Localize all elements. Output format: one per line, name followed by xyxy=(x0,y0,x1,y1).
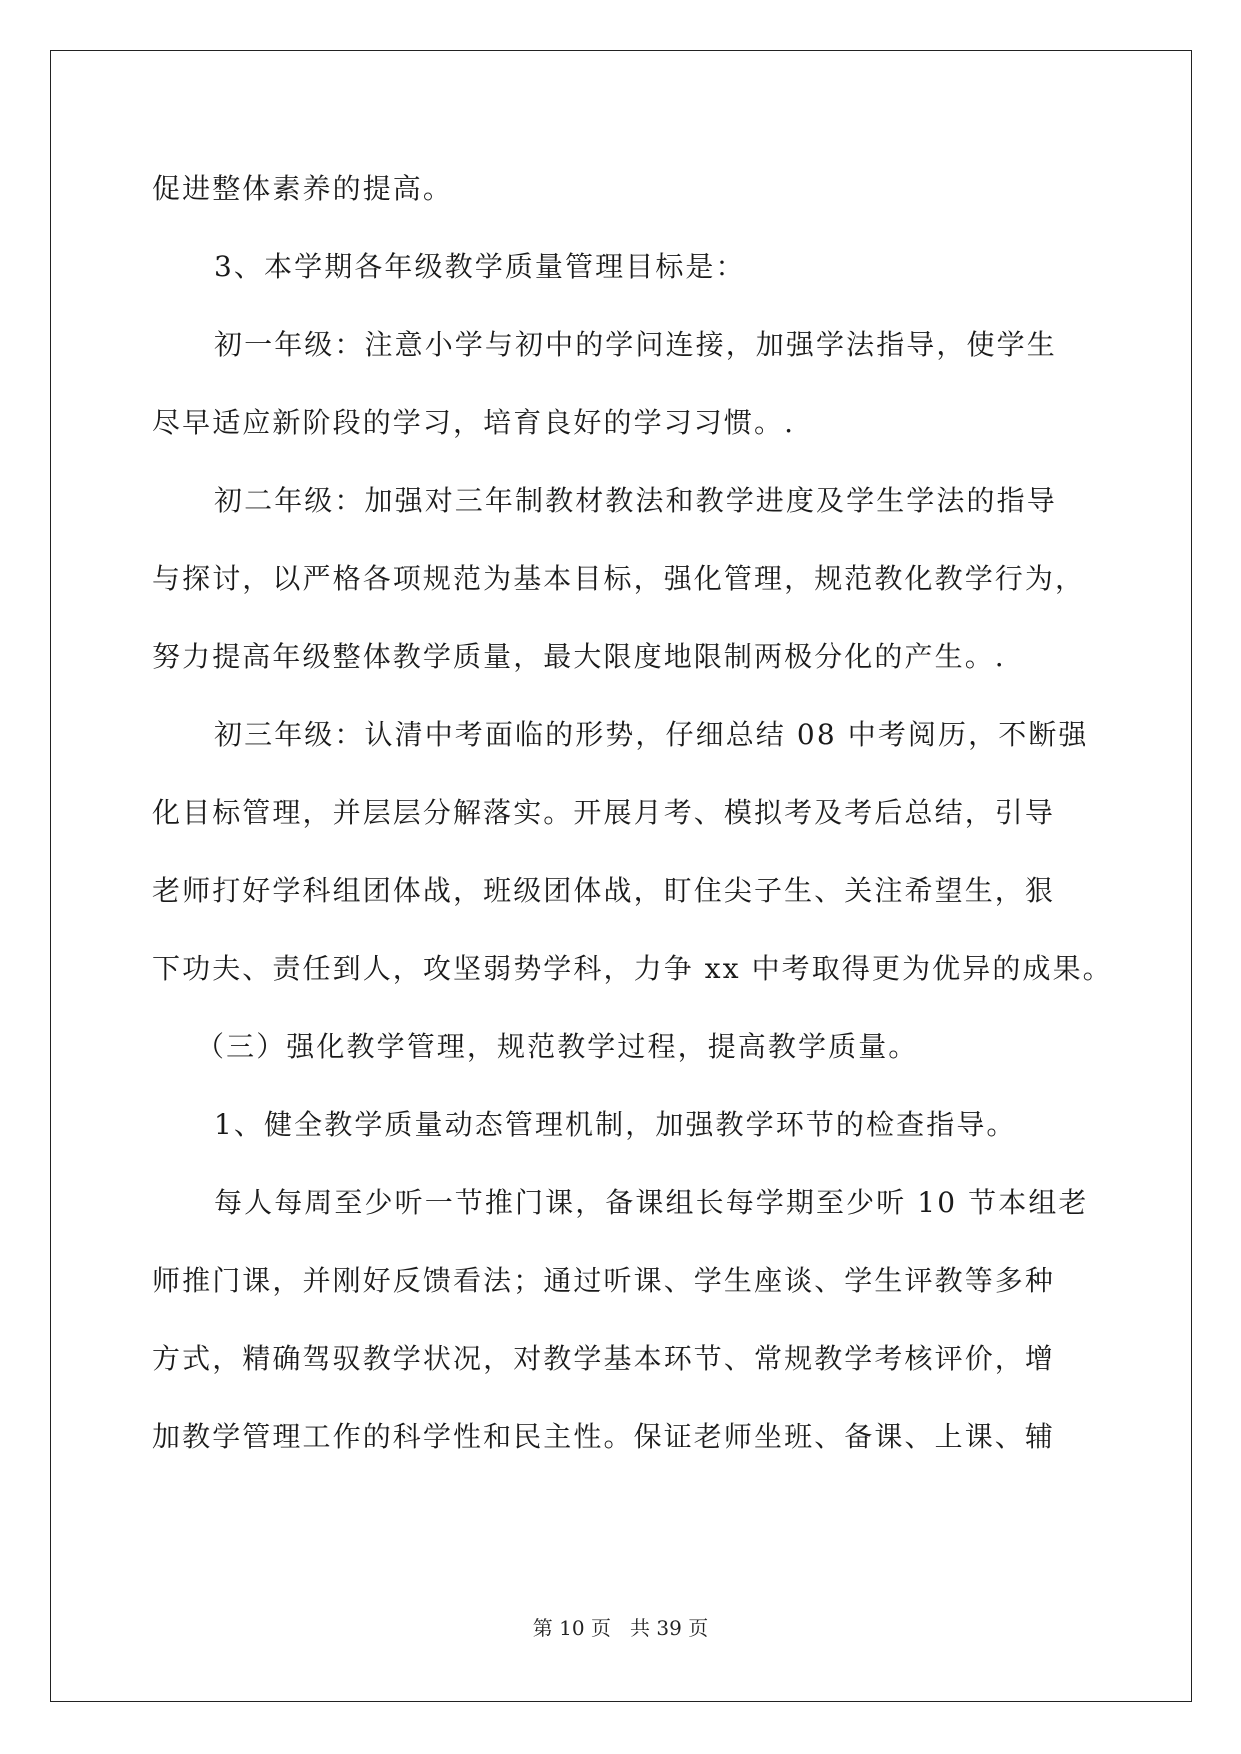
text-line: 1、健全教学质量动态管理机制，加强教学环节的检查指导。 xyxy=(214,1108,1017,1141)
text-line: 方式，精确驾驭教学状况，对教学基本环节、常规教学考核评价，增 xyxy=(152,1342,1056,1375)
text-line: 与探讨，以严格各项规范为基本目标，强化管理，规范教化教学行为， xyxy=(152,562,1086,595)
text-line: 尽早适应新阶段的学习，培育良好的学习习惯。. xyxy=(152,406,796,439)
page-footer xyxy=(0,1612,1241,1641)
section-heading: （三）强化教学管理，规范教学过程，提高教学质量。 xyxy=(196,1030,919,1063)
text-line: 师推门课，并刚好反馈看法；通过听课、学生座谈、学生评教等多种 xyxy=(152,1264,1056,1297)
text-line: 3、本学期各年级教学质量管理目标是： xyxy=(214,250,746,283)
text-line: 每人每周至少听一节推门课，备课组长每学期至少听 10 节本组老 xyxy=(214,1186,1089,1219)
text-line: 初三年级：认清中考面临的形势，仔细总结 08 中考阅历，不断强 xyxy=(214,718,1089,751)
text-line: 加教学管理工作的科学性和民主性。保证老师坐班、备课、上课、辅 xyxy=(152,1420,1056,1453)
page-total: 共 39 页 xyxy=(630,1616,709,1640)
text-line: 初一年级：注意小学与初中的学问连接，加强学法指导，使学生 xyxy=(214,328,1057,361)
text-line: 老师打好学科组团体战，班级团体战，盯住尖子生、关注希望生，狠 xyxy=(152,874,1056,907)
text-line: 初二年级：加强对三年制教材教法和教学进度及学生学法的指导 xyxy=(214,484,1057,517)
page-number: 第 10 页 xyxy=(532,1616,611,1640)
text-line: 化目标管理，并层层分解落实。开展月考、模拟考及考后总结，引导 xyxy=(152,796,1056,829)
text-line: 下功夫、责任到人，攻坚弱势学科，力争 xx 中考取得更为优异的成果。 xyxy=(152,952,1113,985)
text-line: 促进整体素养的提高。 xyxy=(152,172,454,205)
document-body xyxy=(152,150,1113,1476)
text-line: 努力提高年级整体教学质量，最大限度地限制两极分化的产生。. xyxy=(152,640,1006,673)
